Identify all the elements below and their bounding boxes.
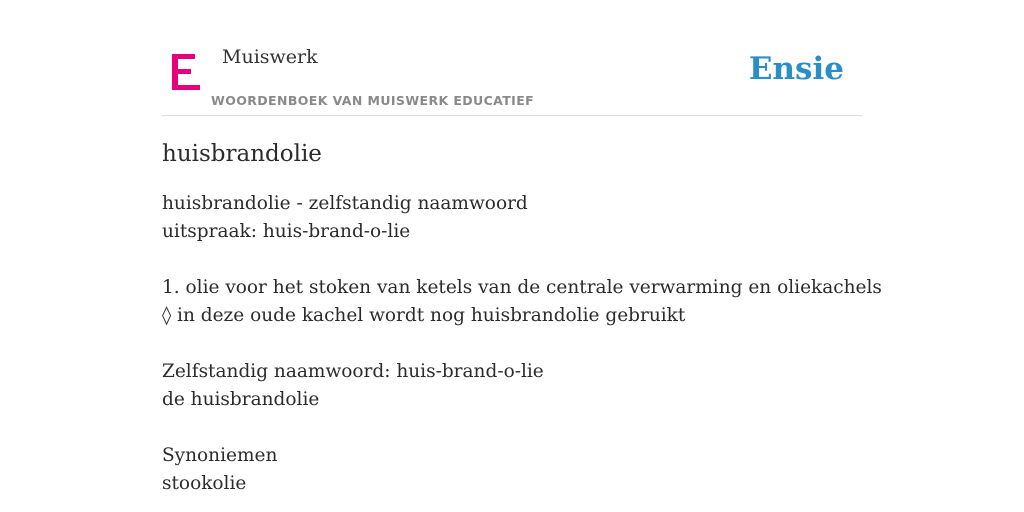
example-sentence: ◊ in deze oude kachel wordt nog huisbrandolie gebruikt (162, 305, 686, 326)
muiswerk-logo-icon[interactable] (172, 54, 202, 90)
article-form: de huisbrandolie (162, 389, 320, 410)
definition-header: huisbrandolie - zelfstandig naamwoord (162, 193, 528, 214)
spacer (162, 330, 862, 358)
synonyms-header: Synoniemen (162, 445, 278, 466)
grammar-header: Zelfstandig naamwoord: huis-brand-o-lie (162, 361, 544, 382)
page-title: huisbrandolie (162, 141, 322, 167)
brand-subtitle: WOORDENBOEK VAN MUISWERK EDUCATIEF (211, 93, 535, 108)
brand-name[interactable]: Muiswerk (222, 46, 318, 68)
entry-content (162, 138, 882, 498)
synonym-item: stookolie (162, 473, 247, 494)
entry-body (162, 190, 882, 498)
meaning: 1. olie voor het stoken van ketels van de centrale verwarming en oliekachels (162, 277, 882, 298)
site-header (162, 40, 862, 116)
ensie-logo-link[interactable]: Ensie (748, 51, 844, 87)
spacer (162, 414, 862, 442)
pronunciation: uitspraak: huis-brand-o-lie (162, 221, 411, 242)
spacer (162, 246, 862, 274)
